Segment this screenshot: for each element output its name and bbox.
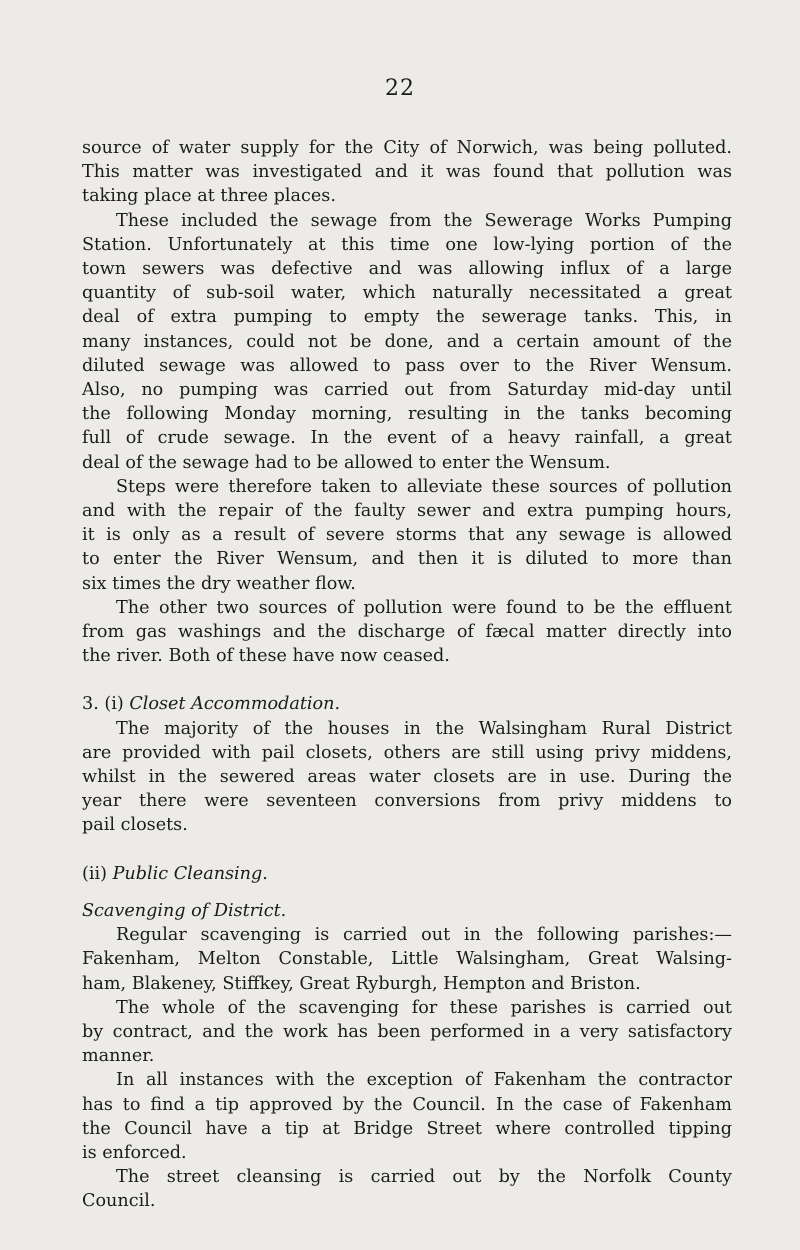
body-text xyxy=(82,136,732,1214)
text-line: deal of the sewage had to be allowed to enter the Wensum. xyxy=(82,452,611,473)
text-line: the Council have a tip at Bridge Street where controlled tipping xyxy=(82,1118,732,1139)
text-line: source of water supply for the City of Norwich, was being polluted. xyxy=(82,138,732,158)
spacer xyxy=(82,668,732,692)
paragraph-contract xyxy=(82,996,732,1069)
text-line: are provided with pail closets, others are still using privy middens, xyxy=(82,742,732,763)
paragraph-closets xyxy=(82,717,732,838)
text-line: to enter the River Wensum, and then it is diluted to more than xyxy=(82,549,732,570)
text-line: whilst in the sewered areas water closets are in use. During the xyxy=(82,767,732,788)
page-number: 22 xyxy=(385,76,415,101)
text-line: taking place at three places. xyxy=(82,186,336,207)
paragraph-sewerage-works xyxy=(82,209,732,475)
text-line: In all instances with the exception of Fakenham the contractor xyxy=(116,1070,732,1091)
section-heading-public-cleansing xyxy=(82,862,732,886)
spacer xyxy=(82,838,732,862)
paragraph-street-cleansing xyxy=(82,1165,732,1213)
text-line: from gas washings and the discharge of fæcal matter directly into xyxy=(82,622,732,643)
paragraph-other-sources xyxy=(82,596,732,669)
subsection-number: (ii) xyxy=(82,863,107,884)
text-line: The majority of the houses in the Walsingham Rural District xyxy=(116,718,732,739)
text-line: the following Monday morning, resulting in the tanks becoming xyxy=(82,404,732,425)
text-line: the river. Both of these have now ceased. xyxy=(82,646,450,667)
text-line: Steps were therefore taken to alleviate these sources of pollution xyxy=(116,476,732,497)
paragraph-steps-taken xyxy=(82,475,732,596)
text-line: and with the repair of the faulty sewer and extra pumping hours, xyxy=(82,501,732,522)
text-line: ham, Blakeney, Stiffkey, Great Ryburgh, Hempton and Briston. xyxy=(82,973,641,994)
section-number: 3. xyxy=(82,694,99,715)
paragraph-water-supply-polluted xyxy=(82,136,732,209)
text-line: town sewers was defective and was allowing influx of a large xyxy=(82,259,732,280)
spacer xyxy=(82,886,732,899)
text-line: Council. xyxy=(82,1191,156,1212)
text-line: The street cleansing is carried out by the Norfolk County xyxy=(116,1167,732,1188)
text-line: Station. Unfortunately at this time one low-lying portion of the xyxy=(82,234,732,255)
section-title: Public Cleansing. xyxy=(112,863,268,884)
text-line: it is only as a result of severe storms that any sewage is allowed xyxy=(82,525,732,546)
text-line: Also, no pumping was carried out from Saturday mid-day until xyxy=(82,380,732,401)
text-line: full of crude sewage. In the event of a heavy rainfall, a great xyxy=(82,428,732,449)
text-line: This matter was investigated and it was found that pollution was xyxy=(82,162,732,183)
text-line: diluted sewage was allowed to pass over to the River Wensum. xyxy=(82,355,732,376)
text-line: many instances, could not be done, and a certain amount of the xyxy=(82,331,732,352)
text-line: six times the dry weather flow. xyxy=(82,573,356,594)
paragraph-regular-scavenging xyxy=(82,923,732,996)
text-line: has to find a tip approved by the Council. In the case of Fakenham xyxy=(82,1094,732,1115)
text-line: year there were seventeen conversions from privy middens to xyxy=(82,791,732,812)
text-line: quantity of sub-soil water, which naturally necessitated a great xyxy=(82,283,732,304)
text-line: These included the sewage from the Sewerage Works Pumping xyxy=(116,210,732,231)
subsection-number: (i) xyxy=(104,694,124,715)
text-line: manner. xyxy=(82,1046,155,1067)
subheading-scavenging: Scavenging of District. xyxy=(82,900,287,921)
section-title: Closet Accommodation. xyxy=(129,694,341,715)
text-line: The whole of the scavenging for these parishes is carried out xyxy=(116,997,732,1018)
text-line: is enforced. xyxy=(82,1142,187,1163)
text-line: Fakenham, Melton Constable, Little Walsingham, Great Walsing- xyxy=(82,949,732,970)
text-line: deal of extra pumping to empty the sewerage tanks. This, in xyxy=(82,307,732,328)
text-line: The other two sources of pollution were found to be the effluent xyxy=(116,597,732,618)
text-line: pail closets. xyxy=(82,815,188,836)
paragraph-tip xyxy=(82,1068,732,1165)
text-line: Regular scavenging is carried out in the following parishes:— xyxy=(116,925,732,946)
text-line: by contract, and the work has been performed in a very satisfactory xyxy=(82,1021,732,1042)
section-heading-closet-accommodation xyxy=(82,692,732,716)
